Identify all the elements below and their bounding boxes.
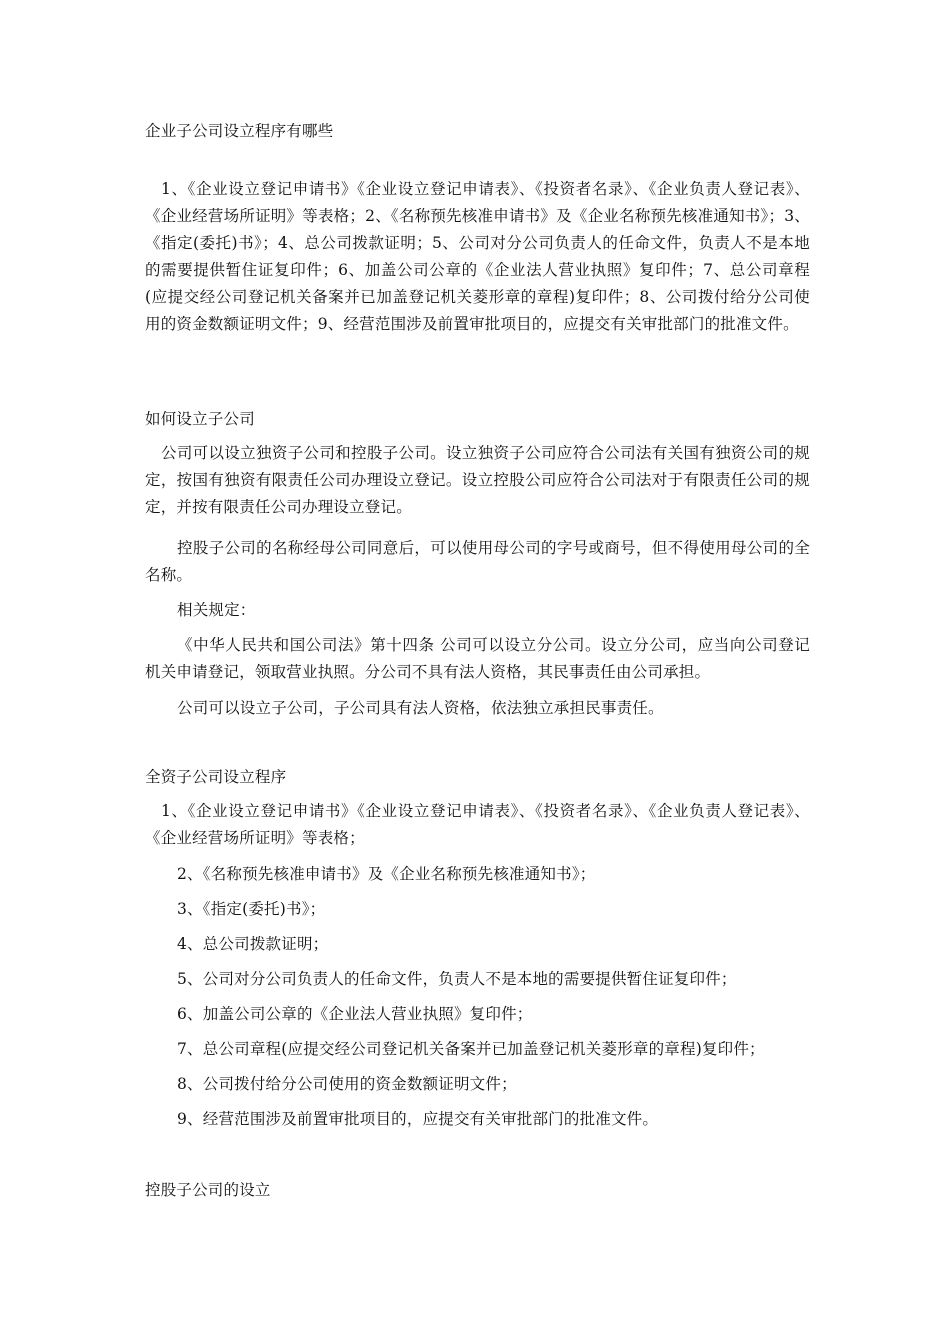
list-item: 6、加盖公司公章的《企业法人营业执照》复印件； bbox=[177, 1005, 533, 1023]
section-heading: 控股子公司的设立 bbox=[145, 1181, 271, 1199]
paragraph: 控股子公司的名称经母公司同意后，可以使用母公司的字号或商号，但不得使用母公司的全名称。 bbox=[145, 539, 810, 584]
paragraph: 公司可以设立子公司，子公司具有法人资格，依法独立承担民事责任。 bbox=[177, 699, 664, 717]
section-heading: 企业子公司设立程序有哪些 bbox=[145, 122, 334, 140]
list-item: 7、总公司章程(应提交经公司登记机关备案并已加盖登记机关菱形章的章程)复印件； bbox=[177, 1040, 765, 1058]
list-item: 4、总公司拨款证明； bbox=[177, 935, 329, 953]
section-heading: 如何设立子公司 bbox=[145, 410, 255, 428]
section-heading: 全资子公司设立程序 bbox=[145, 768, 287, 786]
list-item: 5、公司对分公司负责人的任命文件，负责人不是本地的需要提供暂住证复印件； bbox=[177, 970, 737, 988]
list-item: 9、经营范围涉及前置审批项目的，应提交有关审批部门的批准文件。 bbox=[177, 1110, 659, 1128]
list-item: 8、公司拨付给分公司使用的资金数额证明文件； bbox=[177, 1075, 517, 1093]
list-item: 2、《名称预先核准申请书》及《企业名称预先核准通知书》； bbox=[177, 865, 596, 883]
paragraph: 相关规定： bbox=[177, 601, 256, 619]
list-item: 3、《指定(委托)书》； bbox=[177, 900, 326, 918]
paragraph: 1、《企业设立登记申请书》《企业设立登记申请表》、《投资者名录》、《企业负责人登记表》、《企业经营场所证明》等表格；2、《名称预先核准申请书》及《企业名称预先核准通知书》；3、《指定(委托)书》；4、总公司拨款证明；5、公司对分公司负责人的任命文件，负责人不是本地的需要提供暂住证复印件；6、加盖公司公章的《企业法人营业执照》复印件；7、总公司章程(应提交经公司登记机关备案并已加盖登记机关菱形章的章程)复印件；8、公司拨付给分公司使用的资金数额证明文件；9、经营范围涉及前置审批项目的，应提交有关审批部门的批准文件。 bbox=[145, 180, 810, 333]
paragraph: 公司可以设立独资子公司和控股子公司。设立独资子公司应符合公司法有关国有独资公司的规定，按国有独资有限责任公司办理设立登记。设立控股公司应符合公司法对于有限责任公司的规定，并按有限责任公司办理设立登记。 bbox=[145, 444, 810, 516]
list-item: 1、《企业设立登记申请书》《企业设立登记申请表》、《投资者名录》、《企业负责人登记表》、《企业经营场所证明》等表格； bbox=[145, 802, 810, 847]
paragraph: 《中华人民共和国公司法》第十四条 公司可以设立分公司。设立分公司，应当向公司登记机关申请登记，领取营业执照。分公司不具有法人资格，其民事责任由公司承担。 bbox=[145, 636, 810, 681]
